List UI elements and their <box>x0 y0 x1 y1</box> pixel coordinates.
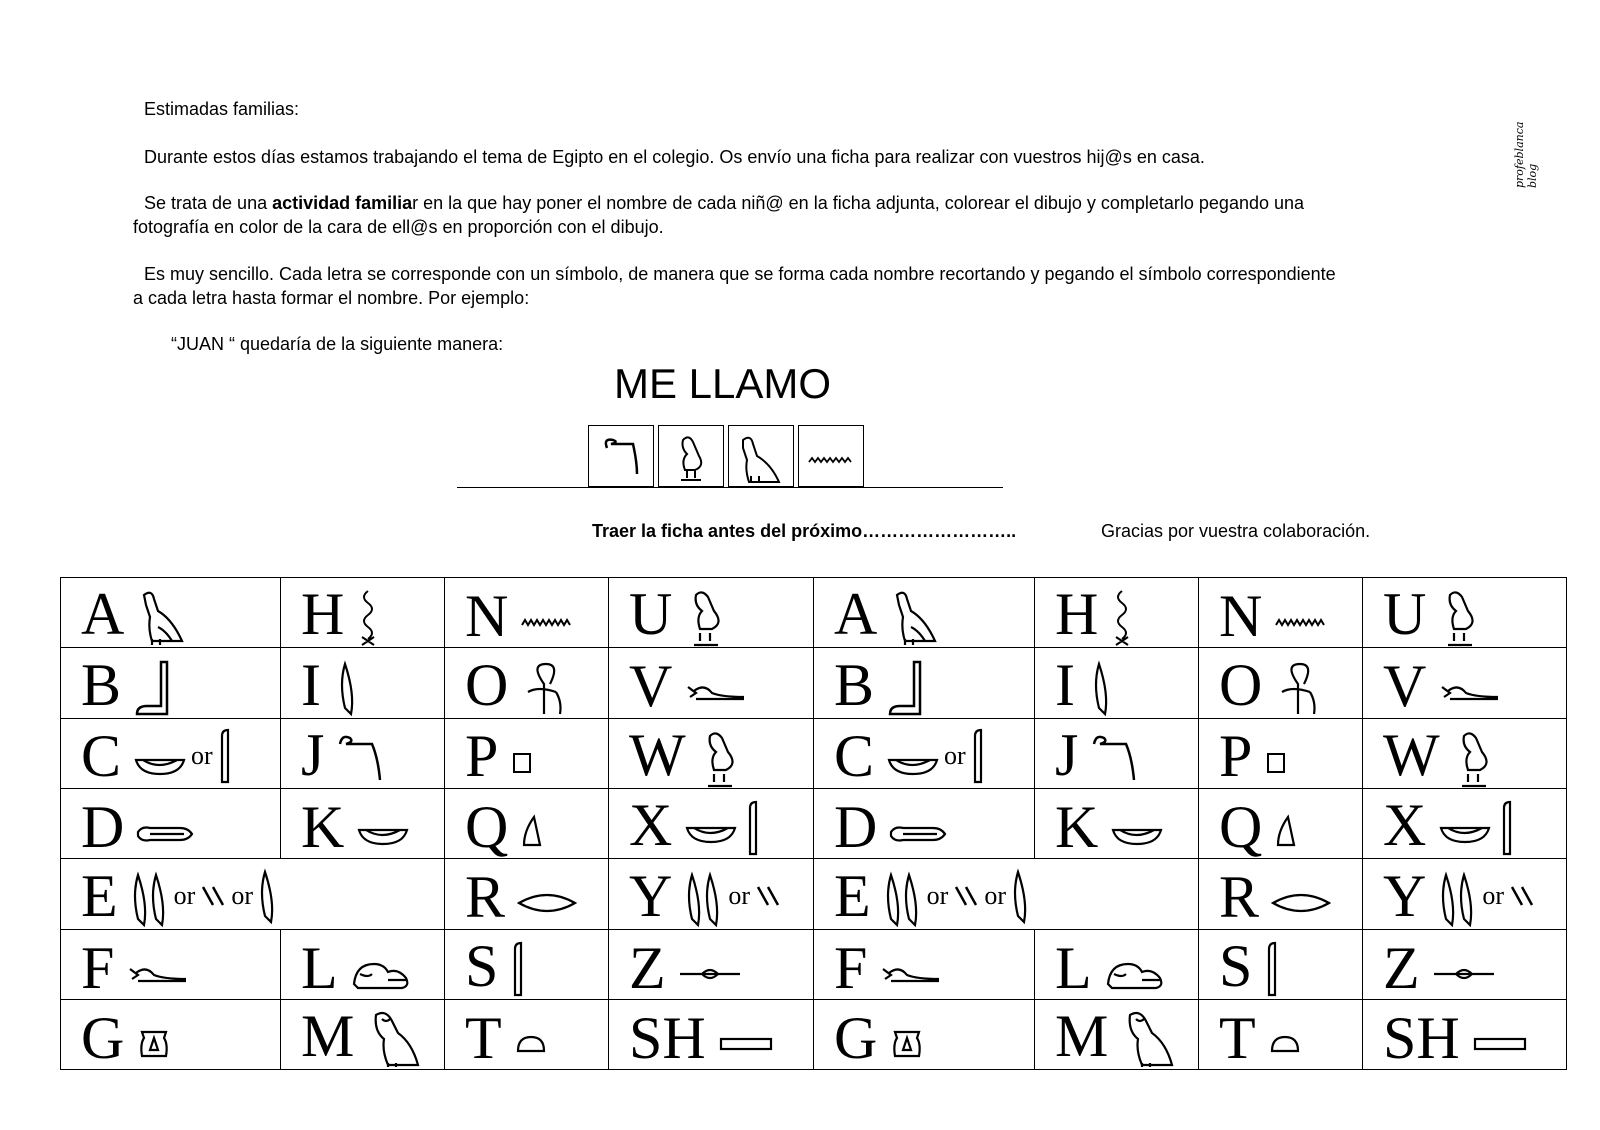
hand-icon <box>136 797 196 857</box>
alphabet-row <box>61 578 1567 648</box>
letter-j: J <box>1055 721 1079 788</box>
letter-c: C <box>834 723 875 789</box>
stool-icon <box>1264 726 1288 786</box>
jar-icon <box>889 1008 925 1068</box>
alphabet-row <box>61 1000 1567 1070</box>
alphabet-cell-g <box>61 1000 281 1070</box>
letter-f: F <box>81 934 115 1000</box>
alphabet-cell-y <box>1363 859 1567 929</box>
alphabet-cell-k <box>1035 789 1199 859</box>
letter-x: X <box>1383 792 1427 859</box>
letter-q: Q <box>465 793 509 859</box>
alphabet-cell-c <box>814 718 1035 788</box>
p2-bold: actividad familia <box>272 193 413 213</box>
alphabet-cell-r <box>445 859 609 929</box>
letter-r: R <box>465 864 506 930</box>
or-text: or <box>926 880 949 910</box>
letter-q: Q <box>1219 793 1263 859</box>
viper-icon <box>684 656 748 716</box>
owl-icon <box>366 1003 422 1069</box>
alphabet-row <box>61 789 1567 859</box>
alphabet-cell-t <box>1199 1000 1363 1070</box>
letter-u: U <box>629 581 673 648</box>
alphabet-row <box>61 648 1567 718</box>
mouth-icon <box>517 867 577 927</box>
p2-text-a: Se trata de una <box>144 193 273 213</box>
alphabet-cell-s <box>445 929 609 999</box>
letter-t: T <box>465 1004 502 1070</box>
alphabet-cell-n <box>445 578 609 648</box>
double-stroke-icon <box>754 859 782 923</box>
vulture-icon <box>729 426 793 486</box>
letter-y: Y <box>629 862 673 929</box>
letter-j: J <box>301 721 325 788</box>
single-reed-icon <box>257 859 277 923</box>
deadline-text: Traer la ficha antes del próximo…………………….. <box>592 521 1017 541</box>
alphabet-cell-sh <box>609 1000 814 1070</box>
letter-t: T <box>1219 1004 1256 1070</box>
example-box-u <box>658 425 724 487</box>
alphabet-cell-a <box>61 578 281 648</box>
reed-pair-icon <box>1438 862 1478 928</box>
foot-icon <box>886 651 928 717</box>
alphabet-cell-r <box>1199 859 1363 929</box>
letter-k: K <box>301 793 345 859</box>
letter-d: D <box>81 793 125 859</box>
letter-h: H <box>1055 581 1099 648</box>
alphabet-cell-s <box>1199 929 1363 999</box>
letter-i: I <box>1055 651 1075 718</box>
alphabet-cell-e <box>61 859 445 929</box>
alphabet-cell-c <box>61 718 281 788</box>
lion-icon <box>350 938 412 998</box>
letter-b: B <box>81 651 122 718</box>
alphabet-cell-i <box>281 648 445 718</box>
water-icon <box>799 426 863 486</box>
letter-g: G <box>834 1004 878 1070</box>
stick-icon <box>1264 933 1280 999</box>
alphabet-cell-sh <box>1363 1000 1567 1070</box>
letter-f: F <box>834 934 868 1000</box>
basketstick-icon <box>684 792 774 858</box>
paragraph-2-line-1 <box>144 191 1304 215</box>
alphabet-row <box>61 929 1567 999</box>
alphabet-cell-e <box>814 859 1199 929</box>
water-icon <box>1274 586 1330 646</box>
or-text: or <box>944 741 966 771</box>
or-text: or <box>1482 880 1505 910</box>
letter-s: S <box>1219 932 1253 999</box>
alphabet-cell-w <box>609 718 814 788</box>
basket-icon <box>1110 797 1164 857</box>
letter-r: R <box>1219 864 1260 930</box>
letter-z: Z <box>1383 934 1420 1000</box>
paragraph-1: Durante estos días estamos trabajando el tema de Egipto en el colegio. Os envío una ficha para realizar con vuestros hij@s en casa. <box>144 147 1205 167</box>
stick-icon <box>217 718 233 783</box>
letter-e: E <box>834 862 871 929</box>
reed-pair-icon <box>130 862 170 928</box>
or-text: or <box>984 880 1006 910</box>
letter-a: A <box>834 581 878 648</box>
alphabet-cell-w <box>1363 718 1567 788</box>
twist-icon <box>1110 581 1134 647</box>
example-box-n <box>798 425 864 487</box>
example-box-a <box>728 425 794 487</box>
letter-i: I <box>301 651 321 718</box>
alphabet-cell-i <box>1035 648 1199 718</box>
hieroglyph-alphabet-table <box>60 577 1567 1070</box>
letter-b: B <box>834 651 875 718</box>
greeting: Estimadas familias: <box>144 99 300 119</box>
watermark: profeblanca blog <box>1513 121 1539 188</box>
hill-icon <box>520 797 544 857</box>
letter-e: E <box>81 862 118 929</box>
me-llamo-title: ME LLAMO <box>614 360 832 407</box>
letter-u: U <box>1383 581 1427 648</box>
chick-icon <box>684 581 730 647</box>
letter-p: P <box>1219 723 1253 789</box>
paragraph-2-line-2: fotografía en color de la cara de ell@s en proporción con el dibujo. <box>133 217 664 237</box>
paragraph-3-line-2: a cada letra hasta formar el nombre. Por ejemplo: <box>133 288 530 308</box>
alphabet-cell-m <box>1035 1000 1199 1070</box>
alphabet-cell-u <box>1363 578 1567 648</box>
rope-icon <box>520 651 566 717</box>
stick-icon <box>510 933 526 999</box>
bread-icon <box>514 1008 548 1068</box>
alphabet-cell-z <box>609 929 814 999</box>
alphabet-cell-x <box>609 789 814 859</box>
cobra-icon <box>336 722 386 788</box>
letter-w: W <box>629 721 686 788</box>
letter-z: Z <box>629 934 666 1000</box>
cobra-icon <box>1090 722 1140 788</box>
letter-d: D <box>834 793 878 859</box>
reed-icon <box>1087 651 1117 717</box>
alphabet-cell-o <box>445 648 609 718</box>
letter-n: N <box>465 582 509 648</box>
twist-icon <box>356 581 380 647</box>
alphabet-cell-v <box>609 648 814 718</box>
letter-h: H <box>301 581 345 648</box>
letter-a: A <box>81 581 125 648</box>
letter-sh: SH <box>629 1004 706 1070</box>
alphabet-row <box>61 718 1567 788</box>
chick-icon <box>698 722 744 788</box>
alphabet-cell-b <box>814 648 1035 718</box>
basketstick-icon <box>1438 792 1528 858</box>
basket-icon <box>356 797 410 857</box>
or-text: or <box>191 741 213 771</box>
alphabet-cell-a <box>814 578 1035 648</box>
alphabet-cell-l <box>1035 929 1199 999</box>
pool-icon <box>1472 1008 1528 1068</box>
letter-c: C <box>81 723 122 789</box>
thanks-text: Gracias por vuestra colaboración. <box>1101 521 1371 541</box>
lion-icon <box>1104 938 1166 998</box>
paragraph-3-line-1: Es muy sencillo. Cada letra se corresponde con un símbolo, de manera que se forma cada nombre recortando y pegando el símbolo correspondiente <box>144 264 1336 284</box>
foot-icon <box>133 651 175 717</box>
bread-icon <box>1268 1008 1302 1068</box>
single-reed-icon <box>1010 859 1030 923</box>
chick-icon <box>1452 722 1498 788</box>
alphabet-cell-k <box>281 789 445 859</box>
viper-icon <box>126 938 190 998</box>
alphabet-cell-m <box>281 1000 445 1070</box>
basket-icon <box>886 726 940 786</box>
letter-s: S <box>465 932 499 999</box>
example-text: “JUAN “ quedaría de la siguiente manera: <box>171 334 504 354</box>
alphabet-cell-j <box>281 718 445 788</box>
reed-pair-icon <box>883 862 923 928</box>
alphabet-cell-f <box>814 929 1035 999</box>
letter-p: P <box>465 723 499 789</box>
letter-v: V <box>1383 653 1427 719</box>
alphabet-cell-x <box>1363 789 1567 859</box>
p2-text-b: r en la que hay poner el nombre de cada niñ@ en la ficha adjunta, colorear el dibujo y completarlo pegando una <box>412 193 1305 213</box>
letter-l: L <box>301 934 338 1000</box>
stick-icon <box>970 718 986 783</box>
owl-icon <box>1120 1003 1176 1069</box>
alphabet-cell-z <box>1363 929 1567 999</box>
alphabet-cell-p <box>445 718 609 788</box>
reed-pair-icon <box>684 862 724 928</box>
stool-icon <box>510 726 534 786</box>
viper-icon <box>1438 656 1502 716</box>
pool-icon <box>718 1008 774 1068</box>
double-stroke-icon <box>199 859 227 923</box>
alphabet-cell-h <box>281 578 445 648</box>
letter-m: M <box>301 1003 355 1070</box>
alphabet-cell-y <box>609 859 814 929</box>
letter-o: O <box>1219 651 1263 718</box>
double-stroke-icon <box>1508 859 1536 923</box>
alphabet-cell-h <box>1035 578 1199 648</box>
bolt-icon <box>1432 938 1496 998</box>
vulture-icon <box>136 581 192 647</box>
basket-icon <box>133 726 187 786</box>
letter-l: L <box>1055 934 1092 1000</box>
alphabet-cell-p <box>1199 718 1363 788</box>
alphabet-cell-b <box>61 648 281 718</box>
chick-icon <box>1438 581 1484 647</box>
name-baseline <box>457 487 1003 488</box>
hand-icon <box>889 797 949 857</box>
mouth-icon <box>1271 867 1331 927</box>
alphabet-cell-u <box>609 578 814 648</box>
letter-y: Y <box>1383 862 1427 929</box>
vulture-icon <box>889 581 945 647</box>
letter-n: N <box>1219 582 1263 648</box>
example-box-j <box>588 425 654 487</box>
or-text: or <box>728 880 751 910</box>
bolt-icon <box>678 938 742 998</box>
alphabet-cell-d <box>814 789 1035 859</box>
letter-x: X <box>629 792 673 859</box>
cobra-icon <box>589 426 653 486</box>
alphabet-cell-d <box>61 789 281 859</box>
letter-o: O <box>465 651 509 718</box>
viper-icon <box>879 938 943 998</box>
reed-icon <box>333 651 363 717</box>
jar-icon <box>136 1008 172 1068</box>
alphabet-cell-f <box>61 929 281 999</box>
alphabet-cell-v <box>1363 648 1567 718</box>
double-stroke-icon <box>952 859 980 923</box>
or-text: or <box>231 880 253 910</box>
letter-g: G <box>81 1004 125 1070</box>
alphabet-cell-t <box>445 1000 609 1070</box>
alphabet-cell-q <box>1199 789 1363 859</box>
alphabet-cell-n <box>1199 578 1363 648</box>
alphabet-cell-l <box>281 929 445 999</box>
water-icon <box>520 586 576 646</box>
alphabet-cell-j <box>1035 718 1199 788</box>
or-text: or <box>173 880 196 910</box>
letter-w: W <box>1383 721 1440 788</box>
chick-icon <box>659 426 723 486</box>
alphabet-cell-o <box>1199 648 1363 718</box>
letter-k: K <box>1055 793 1099 859</box>
example-name-boxes <box>588 425 868 487</box>
hill-icon <box>1274 797 1298 857</box>
letter-m: M <box>1055 1003 1109 1070</box>
letter-sh: SH <box>1383 1004 1460 1070</box>
alphabet-row <box>61 859 1567 929</box>
rope-icon <box>1274 651 1320 717</box>
letter-v: V <box>629 653 673 719</box>
alphabet-cell-g <box>814 1000 1035 1070</box>
alphabet-cell-q <box>445 789 609 859</box>
